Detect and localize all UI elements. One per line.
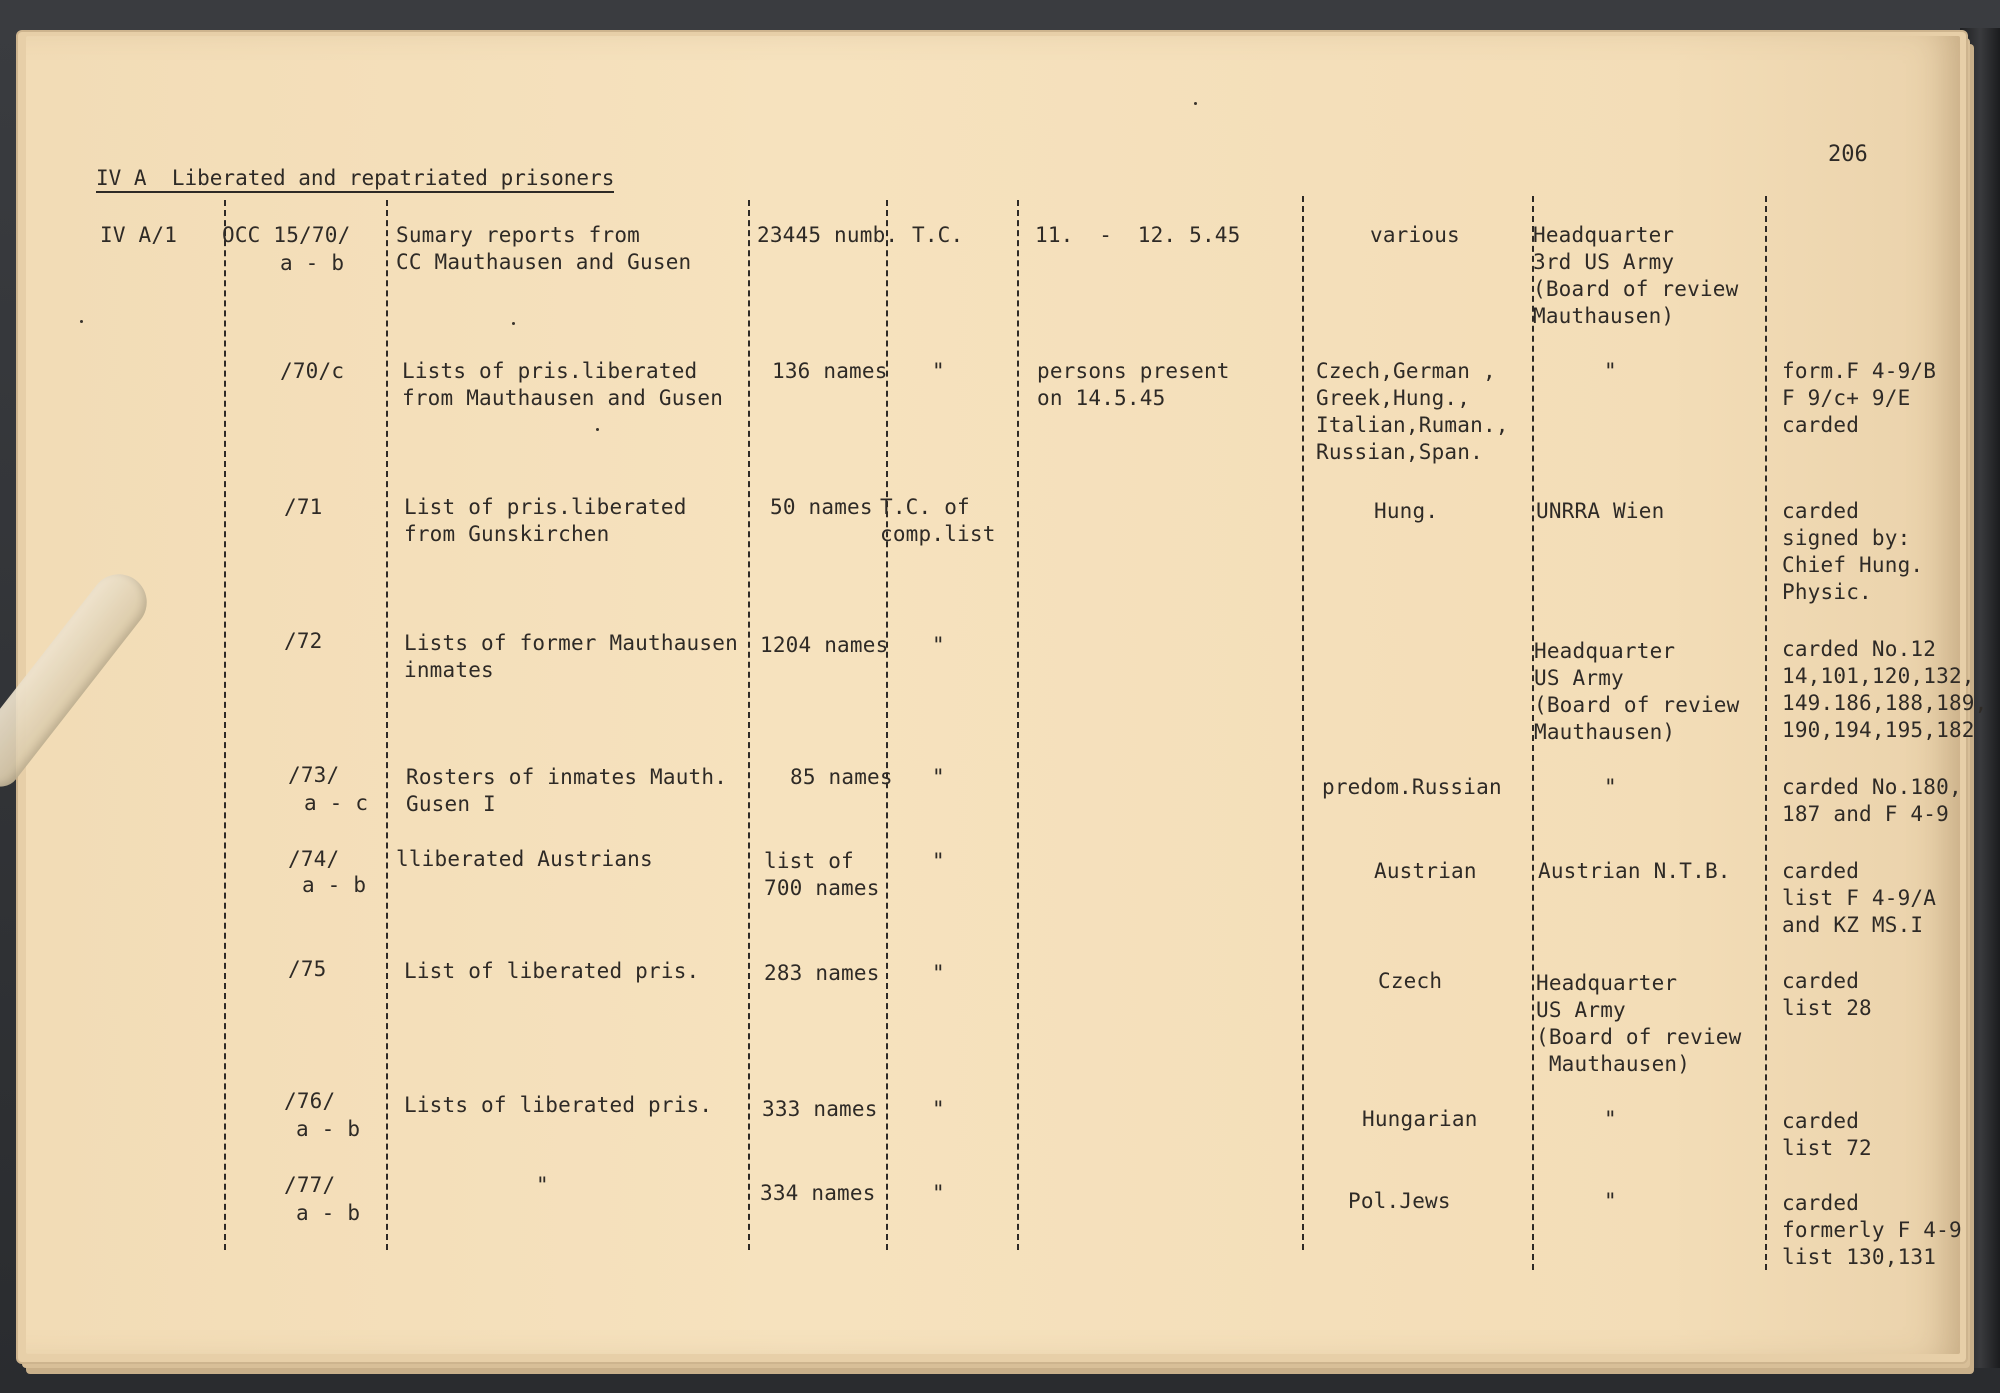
row7-remarks: carded list 28 xyxy=(1782,969,1872,1020)
row3-type: T.C. of comp.list xyxy=(880,495,996,546)
row1-date: 11. - 12. 5.45 xyxy=(1035,223,1241,247)
row2-amount: 136 names xyxy=(772,359,888,383)
row2-remarks: form.F 4-9/B F 9/c+ 9/E carded xyxy=(1782,359,1937,437)
row3-occ: /71 xyxy=(284,495,323,519)
row2-nationality: Czech,German , Greek,Hung., Italian,Ruman., Russian,Span. xyxy=(1316,359,1509,464)
row3-amount: 50 names xyxy=(770,495,873,519)
row3-nationality: Hung. xyxy=(1374,499,1439,523)
page-number: 206 xyxy=(1828,142,1868,167)
row1-desc: Sumary reports from CC Mauthausen and Gusen xyxy=(396,223,692,274)
row1-occ: OCC 15/70/ xyxy=(222,223,351,247)
row7-occ: /75 xyxy=(288,957,327,981)
row7-desc: List of liberated pris. xyxy=(404,959,700,983)
row9-type: " xyxy=(932,1181,945,1205)
row8-remarks: carded list 72 xyxy=(1782,1109,1872,1160)
row4-remarks: carded No.12 14,101,120,132, 149.186,188,189, 190,194,195,182 xyxy=(1782,637,1988,742)
row3-desc: List of pris.liberated from Gunskirchen xyxy=(404,495,687,546)
row7-source: Headquarter US Army (Board of review Mauthausen) xyxy=(1536,971,1742,1076)
row5-occ: /73/ xyxy=(288,763,340,787)
row8-nationality: Hungarian xyxy=(1362,1107,1478,1131)
row6-desc: lliberated Austrians xyxy=(396,847,653,871)
row4-occ: /72 xyxy=(284,629,323,653)
row2-source: " xyxy=(1604,359,1617,383)
row1-amount: 23445 numb. xyxy=(757,223,899,247)
row4-source: Headquarter US Army (Board of review Mauthausen) xyxy=(1534,639,1740,744)
row7-amount: 283 names xyxy=(764,961,880,985)
row4-amount: 1204 names xyxy=(760,633,889,657)
row9-occ: /77/ xyxy=(284,1173,336,1197)
ink-speck xyxy=(596,428,599,431)
row6-nationality: Austrian xyxy=(1374,859,1477,883)
column-rule-desc xyxy=(386,200,388,1250)
row2-desc: Lists of pris.liberated from Mauthausen and Gusen xyxy=(402,359,724,410)
row9-remarks: carded formerly F 4-9 list 130,131 xyxy=(1782,1191,1962,1269)
row4-type: " xyxy=(932,633,945,657)
column-rule-remarks xyxy=(1765,196,1767,1270)
row9-amount: 334 names xyxy=(760,1181,876,1205)
row6-sub: a - b xyxy=(302,873,367,897)
row9-source: " xyxy=(1604,1189,1617,1213)
column-rule-amount xyxy=(748,200,750,1250)
row1-ref: IV A/1 xyxy=(100,223,178,247)
row1-nationality: various xyxy=(1370,223,1460,247)
row2-type: " xyxy=(932,359,945,383)
row4-desc: Lists of former Mauthausen inmates xyxy=(404,631,738,682)
row8-sub: a - b xyxy=(296,1117,361,1141)
row5-nationality: predom.Russian xyxy=(1322,775,1502,799)
row5-desc: Rosters of inmates Mauth. Gusen I xyxy=(406,765,728,816)
row5-source: " xyxy=(1604,775,1617,799)
column-rule-occ xyxy=(224,200,226,1250)
row9-desc: " xyxy=(536,1173,549,1197)
row3-remarks: carded signed by: Chief Hung. Physic. xyxy=(1782,499,1924,604)
row1-source: Headquarter 3rd US Army (Board of review Mauthausen) xyxy=(1533,223,1739,328)
row2-date: persons present on 14.5.45 xyxy=(1037,359,1230,410)
row6-remarks: carded list F 4-9/A and KZ MS.I xyxy=(1782,859,1937,937)
ink-speck xyxy=(80,320,83,323)
row6-occ: /74/ xyxy=(288,847,340,871)
column-rule-nationality xyxy=(1302,196,1304,1250)
row8-amount: 333 names xyxy=(762,1097,878,1121)
column-rule-date xyxy=(1017,200,1019,1250)
row5-sub: a - c xyxy=(304,791,369,815)
row8-occ: /76/ xyxy=(284,1089,336,1113)
row8-desc: Lists of liberated pris. xyxy=(404,1093,713,1117)
row1-sub: a - b xyxy=(280,251,345,275)
section-title: IV A Liberated and repatriated prisoners xyxy=(96,166,614,193)
row6-source: Austrian N.T.B. xyxy=(1538,859,1731,883)
row7-type: " xyxy=(932,961,945,985)
row1-type: T.C. xyxy=(912,223,964,247)
row5-amount: 85 names xyxy=(790,765,893,789)
row2-occ: /70/c xyxy=(280,359,345,383)
row9-sub: a - b xyxy=(296,1201,361,1225)
ink-speck xyxy=(512,322,515,325)
row5-remarks: carded No.180, 187 and F 4-9 xyxy=(1782,775,1962,826)
row8-source: " xyxy=(1604,1107,1617,1131)
row3-source: UNRRA Wien xyxy=(1536,499,1665,523)
row8-type: " xyxy=(932,1097,945,1121)
row6-type: " xyxy=(932,849,945,873)
row7-nationality: Czech xyxy=(1378,969,1443,993)
row9-nationality: Pol.Jews xyxy=(1348,1189,1451,1213)
row6-amount: list of 700 names xyxy=(764,849,880,900)
ink-speck xyxy=(1194,102,1197,105)
row5-type: " xyxy=(932,765,945,789)
